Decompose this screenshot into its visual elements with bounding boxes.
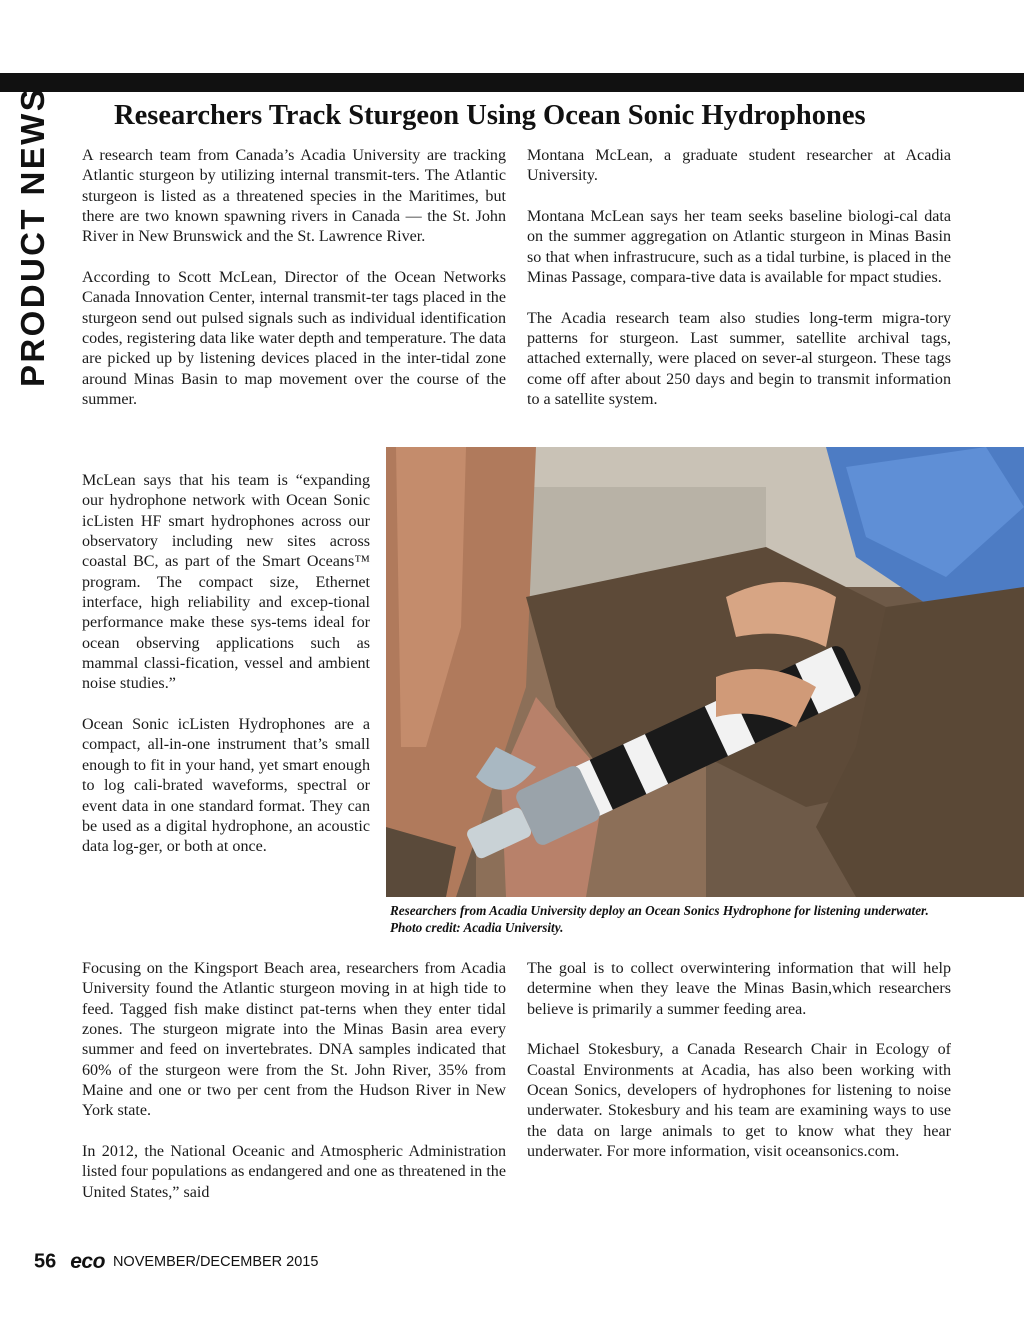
narrow-column xyxy=(82,471,370,858)
page-number: 56 xyxy=(34,1250,57,1273)
magazine-logo: eco xyxy=(70,1250,105,1273)
paragraph: Montana McLean says her team seeks baseline biologi-cal data on the summer aggregation on Atlantic sturgeon in Minas Basin so that when infrastrucure, such as a tidal turbine, is placed in the Minas Passage, compara-tive data is available for mpact studies. xyxy=(527,208,951,287)
paragraph: In 2012, the National Oceanic and Atmospheric Administration listed four populations as endangered and one as threatened in the United States,” said xyxy=(82,1143,506,1201)
paragraph: Montana McLean, a graduate student researcher at Acadia University. xyxy=(527,147,951,185)
paragraph: Michael Stokesbury, a Canada Research Chair in Ecology of Coastal Environments at Acadia, has also been working with Ocean Sonics, developers of hydrophones for listening to noise underwater. Stokesbury and his team are examining ways to use the data on large animals to get to know what they hear underwater. For more information, visit oceansonics.com. xyxy=(527,1041,951,1161)
article-headline: Researchers Track Sturgeon Using Ocean Sonic Hydrophones xyxy=(114,100,866,131)
paragraph: According to Scott McLean, Director of the Ocean Networks Canada Innovation Center, internal transmit-ter tags placed in the sturgeon send out pulsed signals such as individual identification codes, registering data like water depth and temperature. The data are picked up by listening devices placed in the inter-tidal zone around Minas Basin to map movement over the course of the summer. xyxy=(82,269,506,409)
paragraph: McLean says that his team is “expanding our hydrophone network with Ocean Sonic icListen HF smart hydrophones across our observatory including new sites across coastal BC, as part of the Smart Oceans™ program. The compact size, Ethernet interface, high reliability and excep-tional performance make these sys-tems ideal for ocean observing applications such as mammal classi-fication, vessel and ambient noise studies.” xyxy=(82,472,370,693)
article-photo xyxy=(386,447,1024,897)
paragraph: The Acadia research team also studies long-term migra-tory patterns for sturgeon. Last summer, satellite archival tags, attached externally, were placed on sever-al sturgeon. These tags come off after about 250 days and begin to transmit information to a satellite system. xyxy=(527,309,951,409)
paragraph: A research team from Canada’s Acadia University are tracking Atlantic sturgeon by utilizing internal transmit-ters. The Atlantic sturgeon is listed as a threatened species in the Maritimes, but there are two known spawning rivers in Canada — the St. John River in New Brunswick and the St. Lawrence River. xyxy=(82,147,506,246)
issue-date: NOVEMBER/DECEMBER 2015 xyxy=(112,1254,319,1270)
page-footer xyxy=(34,1250,318,1274)
top-left-column xyxy=(82,146,506,410)
bottom-left-column xyxy=(82,959,506,1203)
hydrophone-photo-illustration xyxy=(386,447,1024,897)
bottom-right-column xyxy=(527,959,951,1162)
paragraph: Focusing on the Kingsport Beach area, researchers from Acadia University found the Atlantic sturgeon moving in at high tide to feed. Tagged fish make distinct pat-terns when they enter tidal zones. The sturgeon migrate into the Minas Basin area every summer and feed on invertebrates. DNA samples indicated that 60% of the sturgeon were from the St. John River, 35% from Maine and one or two per cent from the Hudson River in New York state. xyxy=(82,960,506,1120)
photo-caption: Researchers from Acadia University deploy an Ocean Sonics Hydrophone for listening underwater. Photo credit: Acadia University. xyxy=(390,903,929,935)
top-right-column xyxy=(527,146,951,410)
paragraph: Ocean Sonic icListen Hydrophones are a compact, all-in-one instrument that’s small enough to fit in your hand, yet smart enough to log cali-brated waveforms, spectral or event data in one standard format. They can be used as a digital hydrophone, an acoustic data log-ger, or both at once. xyxy=(82,716,370,856)
section-label: PRODUCT NEWS xyxy=(14,86,51,387)
paragraph: The goal is to collect overwintering information that will help determine when they leave the Minas Basin,which researchers believe is primarily a summer feeding area. xyxy=(527,960,951,1018)
header-rule xyxy=(0,73,1024,92)
